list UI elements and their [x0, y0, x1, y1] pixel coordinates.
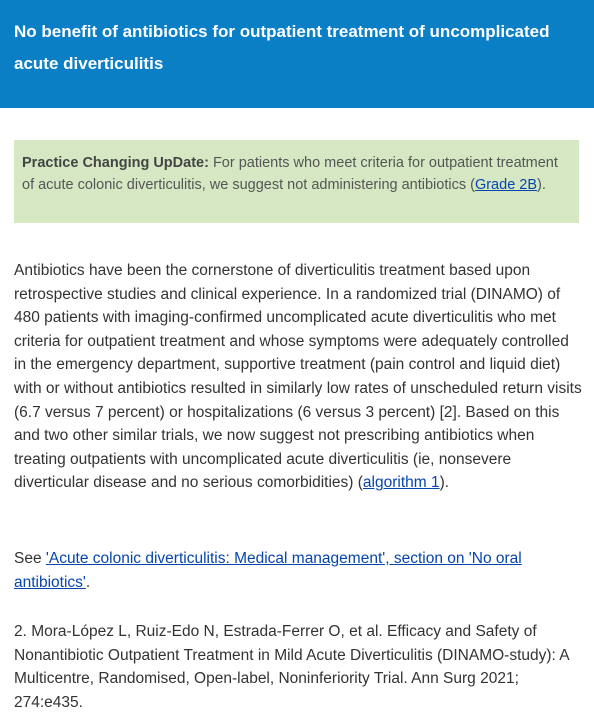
update-label: Practice Changing UpDate: — [22, 155, 209, 171]
update-text-end: ). — [537, 177, 546, 193]
algorithm-link[interactable]: algorithm 1 — [362, 474, 440, 492]
reference-citation: 2. Mora-López L, Ruiz-Edo N, Estrada-Ferrer O, et al. Efficacy and Safety of Nonantibiotic Outpatient Treatment in Mild Acute Diverticulitis (DINAMO-study): A Multicentre, Randomised, Open-label, Noninferiority Trial. Ann Surg 2021; 274:e435. — [14, 623, 569, 711]
update-text: For patients who meet criteria for outpatient treatment of acute colonic diverticulitis, we suggest not administering antibiotics ( — [22, 155, 558, 193]
see-end: . — [85, 573, 91, 591]
paragraph-text: Antibiotics have been the cornerstone of diverticulitis treatment based upon retrospective studies and clinical experience. In a randomized trial (DINAMO) of 480 patients with imaging-confirmed uncomplicated acute diverticulitis who met criteria for outpatient treatment and whose symptoms were adequately controlled in the emergency department, supportive treatment (pain control and liquid diet) with or without antibiotics resulted in similarly low rates of unscheduled return visits (6.7 versus 7 percent) or hospitalizations (6 versus 3 percent) [2]. Based on this and two other similar trials, we now suggest not prescribing antibiotics when treating outpatients with uncomplicated acute diverticulitis (ie, nonsevere diverticular disease and no serious comorbidities) ( — [14, 262, 582, 492]
see-also-paragraph — [14, 547, 584, 594]
header-banner — [0, 0, 594, 108]
page-title: No benefit of antibiotics for outpatient treatment of uncomplicated acute diverticulitis — [14, 22, 550, 73]
see-prefix: See — [14, 550, 46, 567]
practice-changing-update-box — [14, 140, 579, 223]
grade-link[interactable]: Grade 2B — [474, 177, 538, 193]
body-paragraph — [14, 259, 584, 495]
paragraph-text-end: ). — [439, 474, 450, 492]
medical-management-link[interactable]: 'Acute colonic diverticulitis: Medical management', section on 'No oral antibiotics' — [14, 550, 522, 591]
